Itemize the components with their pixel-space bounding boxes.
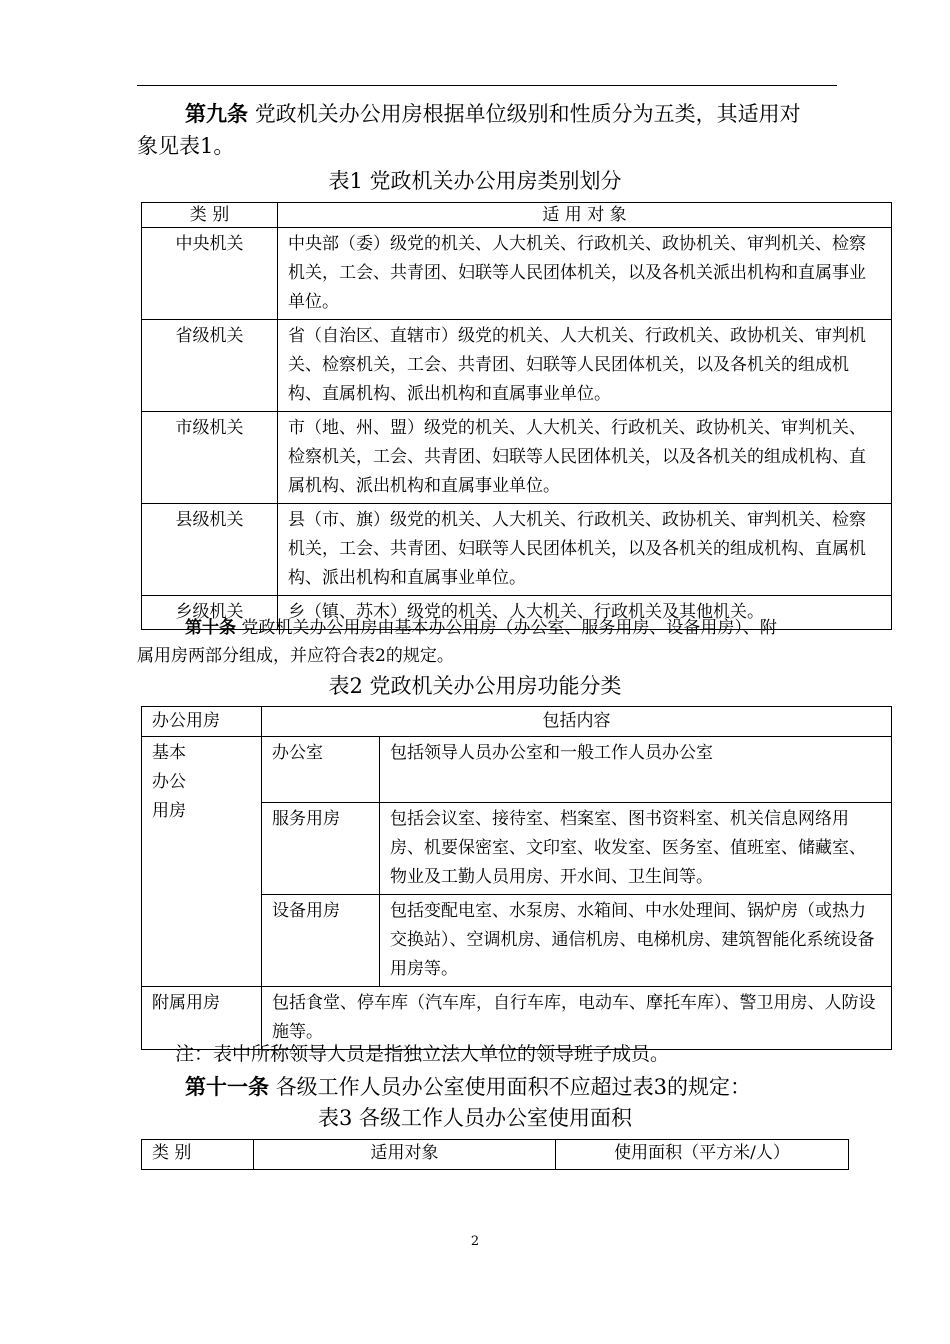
table3-header-row: [142, 1140, 849, 1170]
table-row: [142, 320, 892, 412]
article10-line2: 属用房两部分组成，并应符合表2的规定。: [137, 646, 454, 666]
article10-text: 党政机关办公用房由基本办公用房（办公室、服务用房、设备用房）、附: [241, 618, 777, 638]
table2-type: 设备用房: [262, 895, 380, 987]
table2: [141, 706, 892, 1050]
table1-header-row: [142, 203, 892, 228]
article9-line2: 象见表1。: [137, 134, 235, 158]
table3-title: 表3 各级工作人员办公室使用面积: [317, 1106, 633, 1130]
table1-category: 市级机关: [142, 412, 278, 504]
page-number: 2: [470, 1234, 480, 1249]
table2-annex-type: 附属用房: [142, 987, 262, 1050]
table1-scope: 省（自治区、直辖市）级党的机关、人大机关、行政机关、政协机关、审判机关、检察机关，工会、共青团、妇联等人民团体机关，以及各机关的组成机构、直属机构、派出机构和直属事业单位。: [278, 320, 892, 412]
table1-category: 县级机关: [142, 504, 278, 596]
article11-text: 各级工作人员办公室使用面积不应超过表3的规定：: [275, 1075, 752, 1099]
article9-label: 第九条: [185, 101, 248, 126]
table2-content: 包括领导人员办公室和一般工作人员办公室: [380, 737, 892, 803]
article10-line1: [185, 614, 777, 642]
table3-header-area: 使用面积（平方米/人）: [556, 1140, 849, 1170]
table2-note: 注：表中所称领导人员是指独立法人单位的领导班子成员。: [175, 1043, 670, 1065]
table2-annex-content: 包括食堂、停车库（汽车库，自行车库，电动车、摩托车库）、警卫用房、人防设施等。: [262, 987, 892, 1050]
table3-header-category: 类 别: [142, 1140, 254, 1170]
table1-category: 乡级机关: [142, 596, 278, 630]
table-row: [142, 737, 892, 803]
table1-scope: 乡（镇、苏木）级党的机关、人大机关、行政机关及其他机关。: [278, 596, 892, 630]
table2-header-content: 包括内容: [262, 707, 892, 737]
table2-title: 表2 党政机关办公用房功能分类: [328, 674, 622, 698]
table1-scope: 中央部（委）级党的机关、人大机关、行政机关、政协机关、审判机关、检察机关，工会、共青团、妇联等人民团体机关，以及各机关派出机构和直属事业单位。: [278, 228, 892, 320]
article9-text: 党政机关办公用房根据单位级别和性质分为五类，其适用对: [254, 102, 801, 126]
table1-scope: 市（地、州、盟）级党的机关、人大机关、行政机关、政协机关、审判机关、检察机关，工会、共青团、妇联等人民团体机关，以及各机关的组成机构、直属机构、派出机构和直属事业单位。: [278, 412, 892, 504]
table1-title: 表1 党政机关办公用房类别划分: [328, 169, 622, 193]
table1-header-category: 类 别: [142, 203, 278, 228]
table-row: [142, 228, 892, 320]
table3: [141, 1139, 849, 1170]
table1-category: 中央机关: [142, 228, 278, 320]
table1: [141, 202, 892, 630]
table1-scope: 县（市、旗）级党的机关、人大机关、行政机关、政协机关、审判机关、检察机关，工会、共青团、妇联等人民团体机关，以及各机关的组成机构、直属机构、派出机构和直属事业单位。: [278, 504, 892, 596]
table2-type: 服务用房: [262, 803, 380, 895]
table2-content: 包括会议室、接待室、档案室、图书资料室、机关信息网络用房、机要保密室、文印室、收发室、医务室、值班室、储藏室、物业及工勤人员用房、开水间、卫生间等。: [380, 803, 892, 895]
table-row: [142, 504, 892, 596]
article9-line1: [185, 98, 801, 130]
table2-header-row: [142, 707, 892, 737]
table-row: [142, 412, 892, 504]
table2-type: 办公室: [262, 737, 380, 803]
table3-header-scope: 适用对象: [254, 1140, 556, 1170]
table2-content: 包括变配电室、水泵房、水箱间、中水处理间、锅炉房（或热力交换站）、空调机房、通信机房、电梯机房、建筑智能化系统设备用房等。: [380, 895, 892, 987]
article11-label: 第十一条: [185, 1074, 269, 1099]
table2-basic-label: 基本 办公 用房: [142, 737, 262, 987]
table2-header-rooms: 办公用房: [142, 707, 262, 737]
table1-header-scope: 适 用 对 象: [278, 203, 892, 228]
article11-line: [185, 1071, 751, 1103]
article10-label: 第十条: [185, 618, 236, 638]
table1-category: 省级机关: [142, 320, 278, 412]
header-rule: [137, 85, 837, 86]
